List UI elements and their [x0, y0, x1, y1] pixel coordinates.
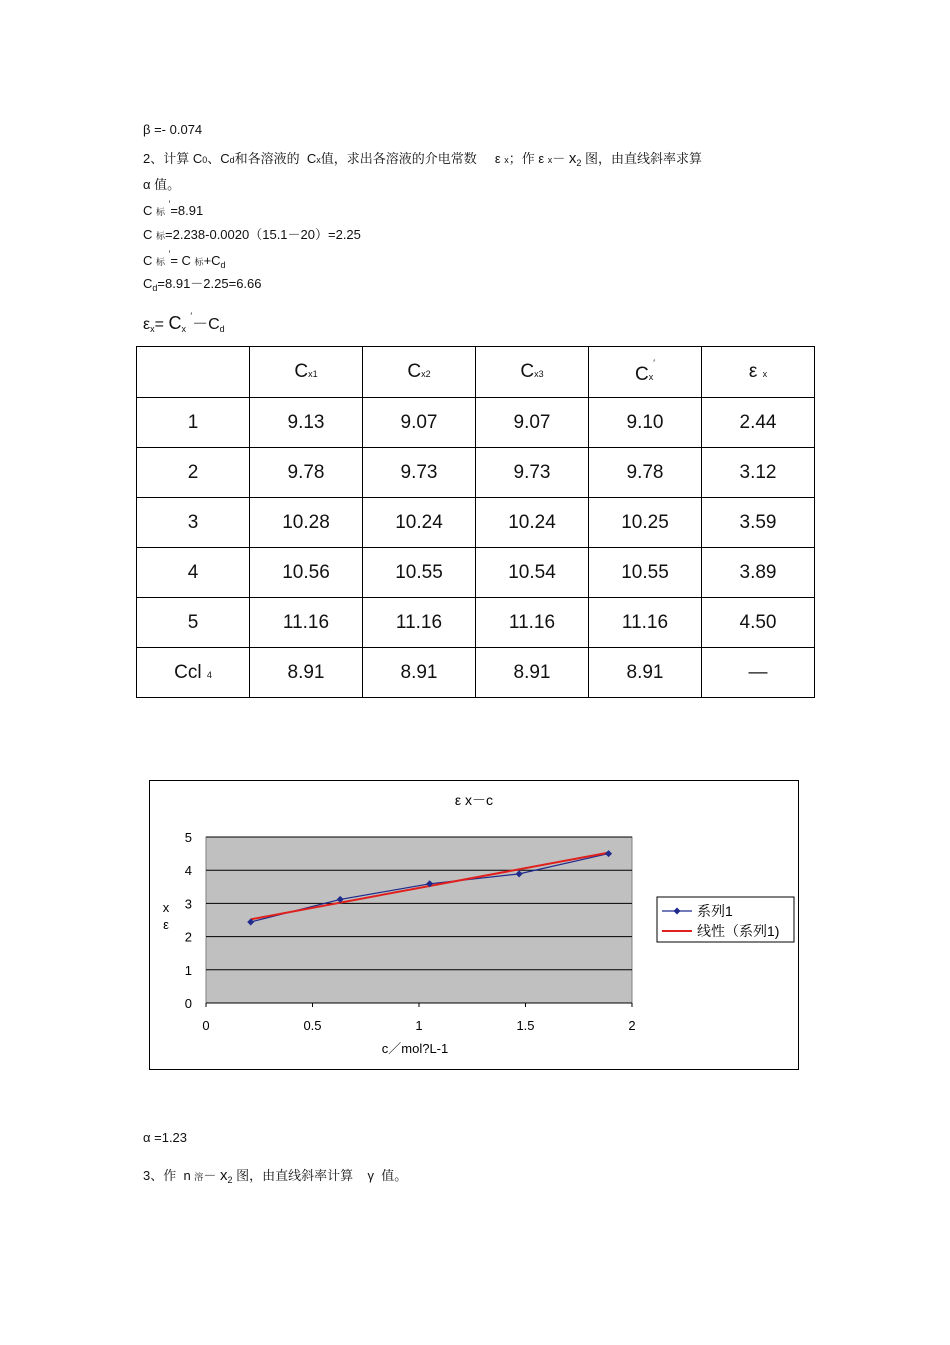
table-row — [137, 598, 815, 648]
table-row — [137, 448, 815, 498]
header-cx1: Cx1 — [250, 347, 363, 398]
y-tick-label: 0 — [184, 996, 192, 1011]
x-tick-label: 2 — [628, 1018, 636, 1033]
table-cell: 10.24 — [476, 498, 589, 548]
table-cell: 9.07 — [363, 398, 476, 448]
step2-line2: α 值。 — [143, 177, 181, 192]
y-tick-label: 4 — [184, 863, 192, 879]
relation: C 标 ′= C 标$+C_d$ — [143, 249, 226, 270]
c-std: C 标=2.238-0.0020（15.1－20）=2.25 — [143, 227, 361, 242]
x-tick-label: 0 — [202, 1018, 210, 1033]
table-cell: 3.89 — [702, 548, 815, 598]
table-cell: 3.12 — [702, 448, 815, 498]
beta-line: β =- 0.074 — [143, 122, 203, 137]
row-label: 3 — [137, 498, 250, 548]
step3-line: 3、作 n 溶－ $x_2$ 图，由直线斜率计算 γ 值。 — [143, 1167, 408, 1185]
header-epsilon: ε x — [702, 347, 815, 398]
chart-title: ε x－c — [454, 792, 494, 808]
table-row — [137, 548, 815, 598]
table-cell: 4.50 — [702, 598, 815, 648]
table-cell: 9.07 — [476, 398, 589, 448]
row-label: 1 — [137, 398, 250, 448]
x-tick-label: 0.5 — [303, 1018, 322, 1033]
table-cell: 9.78 — [250, 448, 363, 498]
table-header-row — [137, 347, 815, 398]
table-cell: 8.91 — [476, 648, 589, 698]
table-cell: 9.13 — [250, 398, 363, 448]
table-cell: 10.55 — [589, 548, 702, 598]
y-tick-label: 5 — [184, 830, 192, 845]
header-cx3: Cx3 — [476, 347, 589, 398]
y-tick-label: 3 — [184, 896, 192, 912]
epsilon-formula: $\varepsilon_x= C_x$ $'-C_d$ — [143, 311, 225, 334]
row-label: 4 — [137, 548, 250, 598]
table-cell: — — [702, 648, 815, 698]
table-cell: 8.91 — [250, 648, 363, 698]
table-cell: 2.44 — [702, 398, 815, 448]
table-cell: 10.56 — [250, 548, 363, 598]
header-blank — [137, 347, 250, 398]
table-cell: 10.55 — [363, 548, 476, 598]
table-cell: 9.73 — [363, 448, 476, 498]
table-cell: 11.16 — [589, 598, 702, 648]
x-axis-label: c／mol?L-1 — [381, 1041, 449, 1056]
table-cell: 11.16 — [363, 598, 476, 648]
table-cell: 8.91 — [363, 648, 476, 698]
table-cell: 10.28 — [250, 498, 363, 548]
table-cell: 10.54 — [476, 548, 589, 598]
dielectric-table — [136, 346, 815, 698]
table-cell: 9.73 — [476, 448, 589, 498]
header-cx: Cx′ — [589, 347, 702, 398]
table-cell: 10.24 — [363, 498, 476, 548]
table-row — [137, 498, 815, 548]
epsilon-vs-c-chart — [150, 781, 798, 1069]
plot-area — [206, 837, 632, 1003]
table-row — [137, 398, 815, 448]
x-tick-label: 1 — [415, 1018, 423, 1033]
step2-line1: 2、计算 C0、Cd和各溶液的 Cx值，求出各溶液的介电常数 ε x；作 ε $x- x_2$ 图，由直线斜率求算 — [143, 150, 703, 168]
table-cell: 3.59 — [702, 498, 815, 548]
chart-frame — [149, 780, 799, 1070]
table-cell: 11.16 — [476, 598, 589, 648]
y-tick-label: 2 — [184, 929, 192, 945]
row-label: 2 — [137, 448, 250, 498]
x-tick-label: 1.5 — [516, 1018, 535, 1033]
table-cell: 9.78 — [589, 448, 702, 498]
table-cell: 11.16 — [250, 598, 363, 648]
legend-label-trend: 线性（系列1) — [697, 923, 780, 939]
row-label-ccl4: Ccl 4 — [137, 648, 250, 698]
c-std-prime: C 标 ′=8.91 — [143, 199, 204, 218]
row-label: 5 — [137, 598, 250, 648]
y-axis-label-part: ε — [163, 917, 169, 932]
y-axis-label-part: x — [162, 900, 170, 915]
y-tick-label: 1 — [184, 962, 192, 978]
header-cx2: Cx2 — [363, 347, 476, 398]
table-cell: 8.91 — [589, 648, 702, 698]
cd-calc: $C_d=8.91-2.25=6.66$ — [143, 276, 262, 293]
table-cell: 10.25 — [589, 498, 702, 548]
table-cell: 9.10 — [589, 398, 702, 448]
table-row — [137, 648, 815, 698]
alpha-line: α =1.23 — [143, 1130, 188, 1145]
legend-label-series: 系列1 — [697, 903, 733, 919]
